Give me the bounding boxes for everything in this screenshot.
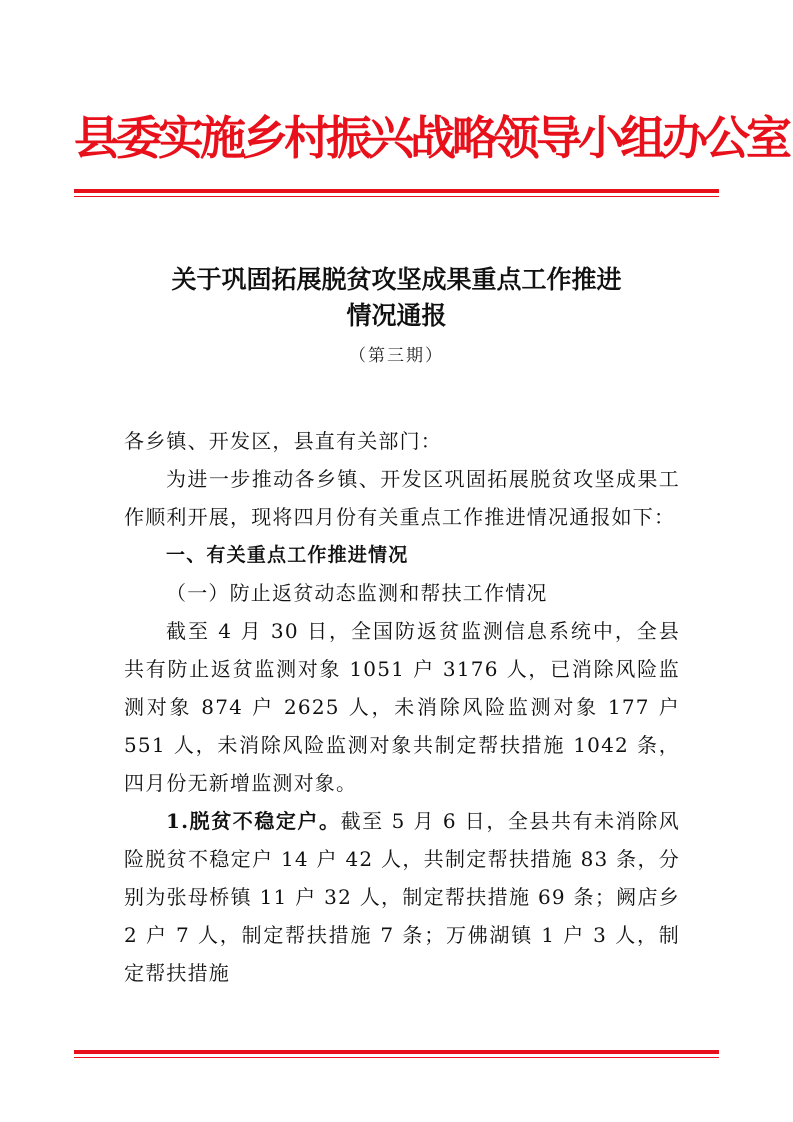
footer-divider-thin <box>74 1057 719 1058</box>
subsection-heading-1: （一）防止返贫动态监测和帮扶工作情况 <box>166 581 548 605</box>
document-body <box>124 422 680 992</box>
item-1-paragraph <box>124 802 680 992</box>
document-title-line-2: 情况通报 <box>346 301 447 330</box>
header-divider-thick <box>74 189 719 193</box>
monitoring-paragraph: 截至 4 月 30 日，全国防返贫监测信息系统中，全县共有防止返贫监测对象 1051 户 3176 人，已消除风险监测对象 874 户 2625 人，未消除风险监测对象 177 户 551 人，未消除风险监测对象共制定帮扶措施 1042 条，四月份无新增监测对象。 <box>124 619 680 795</box>
document-title-line-1: 关于巩固拓展脱贫攻坚成果重点工作推进 <box>171 265 622 294</box>
section-heading-1: 一、有关重点工作推进情况 <box>166 544 409 566</box>
item-1-text: 截至 5 月 6 日，全县共有未消除风险脱贫不稳定户 14 户 42 人，共制定帮扶措施 83 条，分别为张母桥镇 11 户 32 人，制定帮扶措施 69 条；阙店乡 2 户 7 人，制定帮扶措施 7 条；万佛湖镇 1 户 3 人，制定帮扶措施 <box>124 809 680 985</box>
document-title <box>74 262 719 334</box>
header-divider-thin <box>74 196 719 197</box>
footer-divider-thick <box>74 1050 719 1054</box>
issue-number: （第三期） <box>349 346 444 366</box>
issuing-office-header: 县委实施乡村振兴战略领导小组办公室 <box>74 111 788 165</box>
intro-paragraph: 为进一步推动各乡镇、开发区巩固拓展脱贫攻坚成果工作顺利开展，现将四月份有关重点工作推进情况通报如下： <box>124 467 680 529</box>
salutation: 各乡镇、开发区，县直有关部门： <box>124 429 442 453</box>
item-1-lead: 1.脱贫不稳定户。 <box>166 809 341 833</box>
